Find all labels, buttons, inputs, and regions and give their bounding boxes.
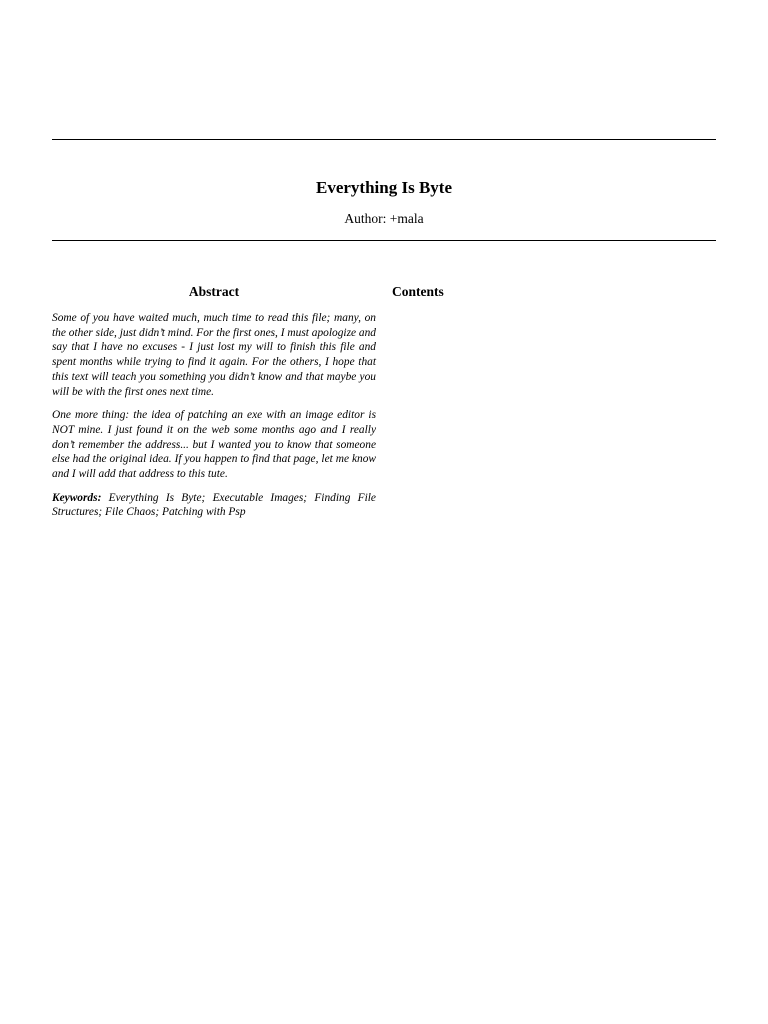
- contents-heading: Contents: [392, 284, 444, 299]
- abstract-heading: Abstract: [188, 284, 240, 299]
- bottom-horizontal-rule: [52, 240, 716, 241]
- keywords-line: [52, 491, 376, 520]
- abstract-paragraph-2: One more thing: the idea of patching an exe with an image editor is NOT mine. I just found it on the web some months ago and I really don’t remember the address... but I wanted you to know that someone else had the original idea. If you happen to find that page, let me know and I will add that address to this tute.: [52, 409, 376, 481]
- keywords-text: Everything Is Byte; Executable Images; Finding File Structures; File Chaos; Patching with Psp: [52, 491, 376, 519]
- abstract-paragraph-1: Some of you have waited much, much time to read this file; many, on the other side, just didn’t mind. For the first ones, I must apologize and say that I have no excuses - I just lost my will to finish this file and spent months while trying to find it again. For the others, I hope that this text will teach you something you didn’t know and that maybe you will be with the first ones next time.: [52, 312, 376, 398]
- keywords-label: Keywords:: [52, 491, 102, 504]
- author-line: Author: +mala: [344, 211, 424, 226]
- document-title: Everything Is Byte: [316, 178, 452, 197]
- contents-section: [392, 283, 716, 301]
- top-horizontal-rule: [52, 139, 716, 140]
- abstract-section: [52, 283, 376, 532]
